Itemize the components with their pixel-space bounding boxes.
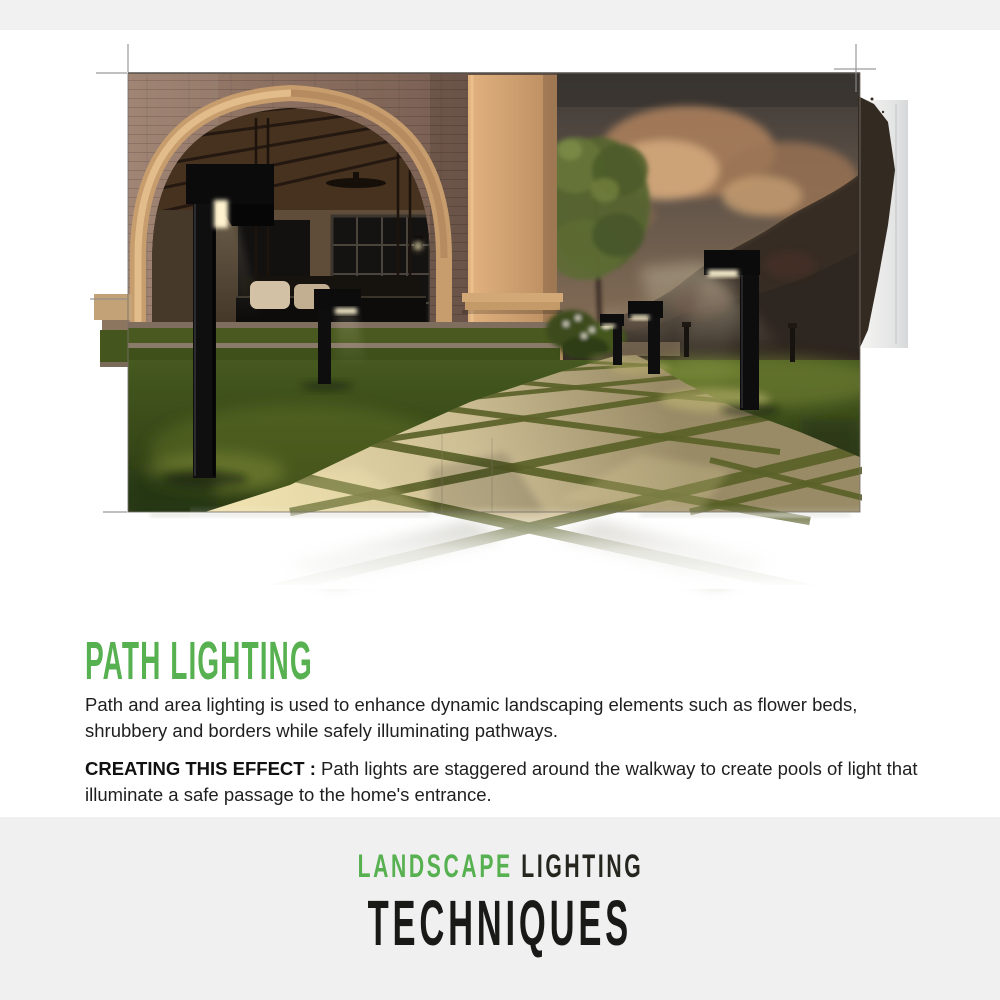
column-capital bbox=[94, 294, 132, 367]
footer-banner bbox=[0, 817, 1000, 1000]
section-heading: PATH LIGHTING bbox=[85, 631, 313, 691]
white-wall-band bbox=[858, 96, 908, 352]
footer-title-rest: LIGHTING bbox=[520, 848, 643, 884]
article-section bbox=[85, 631, 933, 808]
intro-line-1: Path and area lighting is used to enhance dynamic landscaping elements such as flower beds, bbox=[85, 694, 858, 715]
intro-paragraph bbox=[85, 692, 933, 744]
intro-line-2: shrubbery and borders while safely illuminating pathways. bbox=[85, 720, 559, 741]
footer-title bbox=[0, 848, 1000, 891]
footer-subtitle-row bbox=[0, 887, 1000, 972]
footer-subtitle: TECHNIQUES bbox=[367, 887, 633, 959]
effect-line-1-rest: Path lights are staggered around the walkway to create pools of light that bbox=[321, 758, 918, 779]
effect-line-2: illuminate a safe passage to the home's entrance. bbox=[85, 784, 492, 805]
effect-paragraph bbox=[85, 756, 933, 808]
effect-lead: CREATING THIS EFFECT : bbox=[85, 758, 316, 779]
effect-line-1 bbox=[85, 756, 933, 782]
footer-title-accent: LANDSCAPE bbox=[357, 848, 513, 884]
corner-pilaster bbox=[462, 75, 563, 362]
